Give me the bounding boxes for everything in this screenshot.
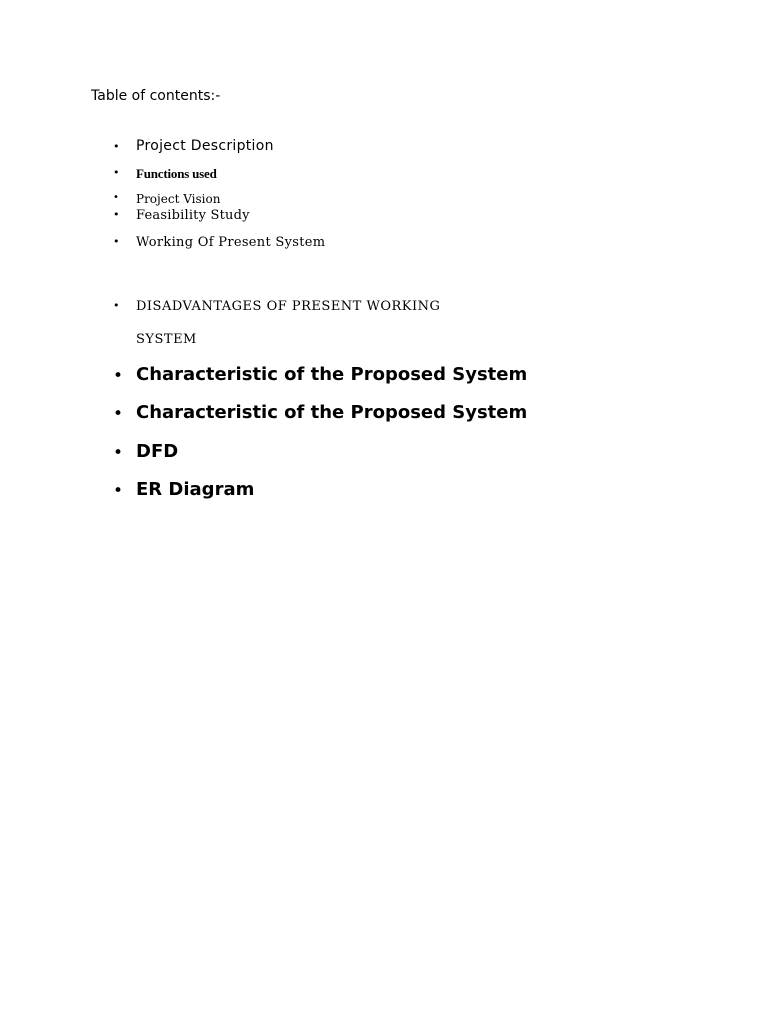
bullet-icon: • (113, 208, 120, 221)
toc-item-label-line-1: DISADVANTAGES OF PRESENT WORKING (136, 299, 441, 314)
bullet-icon: • (113, 235, 120, 248)
bullet-icon: • (113, 366, 124, 386)
bullet-icon: • (113, 299, 120, 312)
bullet-icon: • (113, 166, 120, 179)
toc-item-label: Characteristic of the Proposed System (136, 402, 528, 423)
bullet-icon: • (113, 192, 119, 203)
toc-item-label-line-2: SYSTEM (136, 332, 197, 347)
toc-item-label: Feasibility Study (136, 208, 250, 223)
toc-item-label (136, 290, 440, 356)
toc-item-label: Project Description (136, 138, 274, 154)
toc-item-label: Characteristic of the Proposed System (136, 364, 528, 385)
toc-item-label: Functions used (136, 166, 217, 181)
bullet-icon: • (113, 404, 124, 424)
toc-heading: Table of contents:- (91, 88, 221, 104)
bullet-icon: • (113, 481, 124, 501)
bullet-icon: • (113, 443, 124, 463)
bullet-icon: • (113, 140, 120, 153)
toc-item-label: DFD (136, 441, 179, 462)
toc-item-label: Project Vision (136, 192, 221, 206)
toc-item-label: Working Of Present System (136, 235, 326, 250)
toc-item-label: ER Diagram (136, 479, 255, 500)
